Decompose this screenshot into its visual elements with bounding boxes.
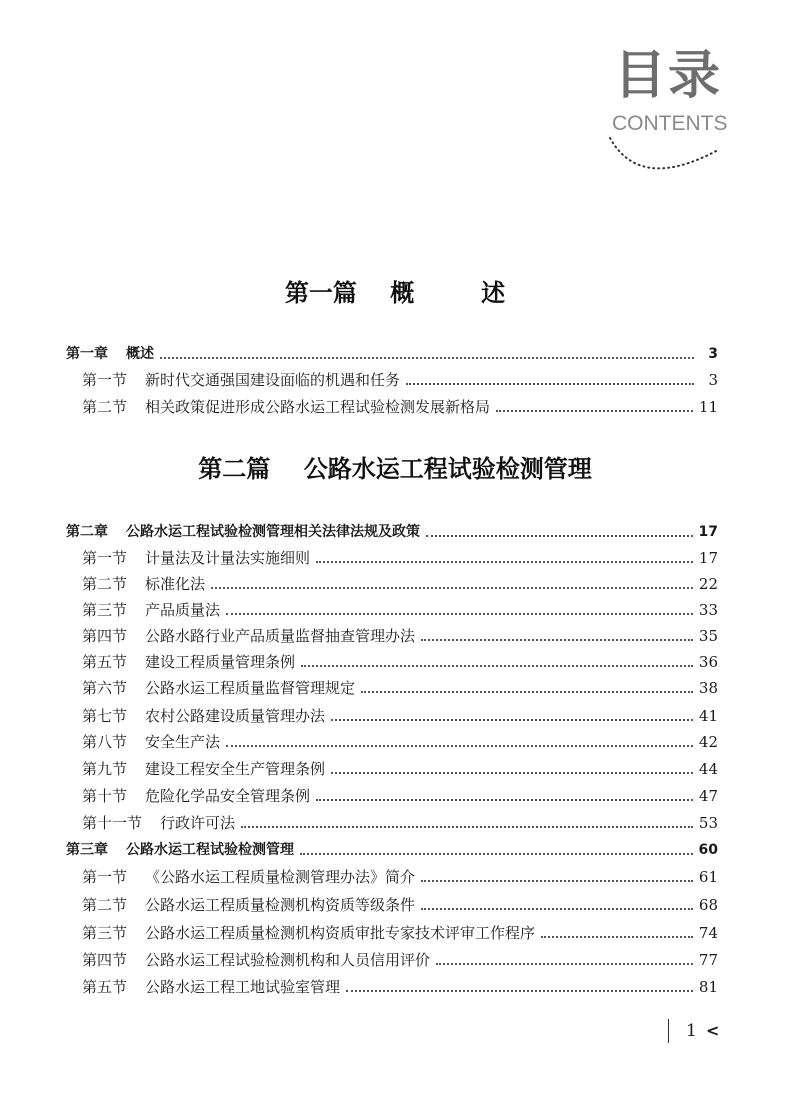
toc-section-row[interactable] — [82, 809, 718, 833]
dot-leader — [541, 936, 693, 938]
section-title: 《公路水运工程质量检测管理办法》简介 — [145, 868, 416, 886]
toc-section-row[interactable] — [82, 596, 718, 620]
toc-section-row[interactable] — [82, 393, 718, 417]
dot-leader — [226, 745, 693, 747]
section-title: 危险化学品安全管理条例 — [145, 787, 311, 805]
page-number: 47 — [698, 787, 718, 805]
section-title: 公路水运工程质量监督管理规定 — [145, 679, 356, 697]
page-number: 35 — [698, 627, 718, 645]
page-number: 17 — [698, 549, 718, 567]
chapter-title: 公路水运工程试验检测管理相关法律法规及政策 — [126, 524, 420, 540]
dot-leader — [346, 990, 693, 992]
dot-leader — [496, 410, 693, 412]
dot-leader — [436, 963, 693, 965]
section-title: 产品质量法 — [145, 601, 221, 619]
section-title: 新时代交通强国建设面临的机遇和任务 — [145, 371, 401, 389]
page-number: 53 — [698, 814, 718, 832]
section-title: 公路水运工程试验检测机构和人员信用评价 — [145, 951, 431, 969]
section-title: 相关政策促进形成公路水运工程试验检测发展新格局 — [145, 398, 491, 416]
page-arrow-icon: < — [706, 1021, 720, 1040]
section-title: 建设工程安全生产管理条例 — [145, 760, 326, 778]
section-number: 第三节 — [82, 601, 128, 619]
toc-section-row[interactable] — [82, 891, 718, 915]
page-number: 60 — [698, 842, 718, 858]
toc-section-row[interactable] — [82, 648, 718, 672]
dot-leader — [421, 639, 693, 641]
page-number: 3 — [708, 346, 718, 362]
section-number: 第一节 — [82, 549, 128, 567]
toc-section-row[interactable] — [82, 973, 718, 997]
section-title: 公路水路行业产品质量监督抽查管理办法 — [145, 627, 416, 645]
contents-title: 目录 — [614, 46, 723, 106]
dot-leader — [406, 383, 694, 385]
section-number: 第二节 — [82, 575, 128, 593]
dot-leader — [316, 561, 693, 563]
section-title: 计量法及计量法实施细则 — [145, 549, 311, 567]
part-2-title: 第二篇 公路水运工程试验检测管理 — [198, 454, 592, 483]
page-number: 61 — [698, 868, 718, 886]
page-number: 22 — [698, 575, 718, 593]
toc-section-row[interactable] — [82, 755, 718, 779]
toc-section-row[interactable] — [82, 946, 718, 970]
section-number: 第八节 — [82, 733, 128, 751]
dot-leader — [160, 357, 694, 359]
dot-leader — [211, 587, 693, 589]
section-number: 第五节 — [82, 653, 128, 671]
section-number: 第十一节 — [82, 814, 143, 832]
page-number: 68 — [698, 896, 718, 914]
section-title: 建设工程质量管理条例 — [145, 653, 296, 671]
page-number: 11 — [698, 398, 718, 416]
section-title: 标准化法 — [145, 575, 206, 593]
toc-chapter-row[interactable] — [66, 836, 718, 860]
page-number: 33 — [698, 601, 718, 619]
toc-section-row[interactable] — [82, 782, 718, 806]
dot-leader — [226, 613, 693, 615]
dot-leader — [361, 691, 693, 693]
dot-leader — [426, 535, 693, 537]
dot-leader — [421, 908, 693, 910]
section-title: 行政许可法 — [160, 814, 236, 832]
section-number: 第十节 — [82, 787, 128, 805]
section-title: 公路水运工程工地试验室管理 — [145, 978, 341, 996]
chapter-title: 公路水运工程试验检测管理 — [126, 842, 294, 858]
toc-section-row[interactable] — [82, 544, 718, 568]
page-number: 17 — [698, 524, 718, 540]
section-number: 第一节 — [82, 868, 128, 886]
page-number: 44 — [698, 760, 718, 778]
chapter-number: 第一章 — [66, 346, 108, 362]
toc-section-row[interactable] — [82, 702, 718, 726]
page-number: 38 — [698, 679, 718, 697]
toc-section-row[interactable] — [82, 622, 718, 646]
toc-section-row[interactable] — [82, 863, 718, 887]
section-number: 第五节 — [82, 978, 128, 996]
section-number: 第二节 — [82, 398, 128, 416]
toc-section-row[interactable] — [82, 366, 718, 390]
section-number: 第三节 — [82, 924, 128, 942]
contents-subtitle: CONTENTS — [612, 112, 728, 135]
dotted-arc-ornament — [600, 130, 730, 190]
toc-section-row[interactable] — [82, 570, 718, 594]
section-number: 第四节 — [82, 951, 128, 969]
section-title: 安全生产法 — [145, 733, 221, 751]
dot-leader — [241, 826, 693, 828]
footer-divider — [668, 1019, 669, 1043]
chapter-title: 概述 — [126, 346, 154, 362]
dot-leader — [331, 772, 693, 774]
dot-leader — [421, 880, 693, 882]
page-number: 77 — [698, 951, 718, 969]
chapter-number: 第三章 — [66, 842, 108, 858]
footer-page-number: 1 — [686, 1021, 697, 1041]
page-number: 36 — [698, 653, 718, 671]
section-number: 第二节 — [82, 896, 128, 914]
section-title: 农村公路建设质量管理办法 — [145, 707, 326, 725]
section-number: 第四节 — [82, 627, 128, 645]
dot-leader — [331, 719, 693, 721]
part-1-title: 第一篇 概 述 — [284, 278, 506, 307]
toc-section-row[interactable] — [82, 728, 718, 752]
section-number: 第一节 — [82, 371, 128, 389]
page-number: 42 — [698, 733, 718, 751]
page-number: 3 — [708, 371, 718, 389]
toc-section-row[interactable] — [82, 919, 718, 943]
section-number: 第七节 — [82, 707, 128, 725]
section-title: 公路水运工程质量检测机构资质等级条件 — [145, 896, 416, 914]
toc-chapter-row[interactable] — [66, 340, 718, 364]
toc-section-row[interactable] — [82, 674, 718, 698]
section-number: 第九节 — [82, 760, 128, 778]
section-title: 公路水运工程质量检测机构资质审批专家技术评审工作程序 — [145, 924, 536, 942]
dot-leader — [316, 799, 693, 801]
toc-chapter-row[interactable] — [66, 518, 718, 542]
page-number: 81 — [698, 978, 718, 996]
section-number: 第六节 — [82, 679, 128, 697]
chapter-number: 第二章 — [66, 524, 108, 540]
dot-leader — [301, 665, 693, 667]
dot-leader — [300, 853, 693, 855]
page-number: 41 — [698, 707, 718, 725]
page-number: 74 — [698, 924, 718, 942]
